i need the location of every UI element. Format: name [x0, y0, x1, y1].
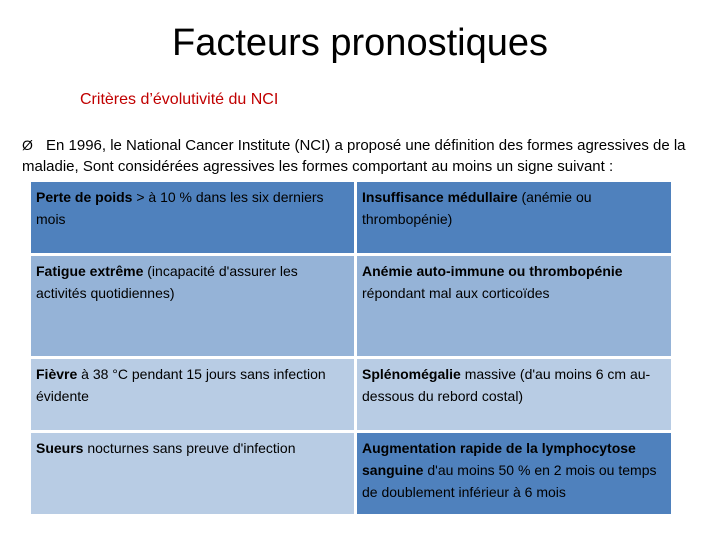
criterion-detail: > à 10 % dans les six derniers mois	[36, 189, 324, 227]
criterion-keyword: Insuffisance médullaire	[362, 189, 518, 205]
table-cell	[357, 182, 671, 253]
criterion-detail: répondant mal aux corticoïdes	[362, 285, 550, 301]
criteria-table	[28, 179, 674, 517]
table-cell	[357, 359, 671, 430]
criterion-detail: massive (d'au moins 6 cm au-dessous du rebord costal)	[362, 366, 651, 404]
table-cell	[31, 256, 354, 356]
criterion-detail: d'au moins 50 % en 2 mois ou temps de doublement inférieur à 6 mois	[362, 462, 657, 500]
criterion-detail: (incapacité d'assurer les activités quotidiennes)	[36, 263, 298, 301]
table-cell	[357, 433, 671, 514]
table-cell	[357, 256, 671, 356]
table-row	[31, 256, 671, 356]
table-row	[31, 359, 671, 430]
criterion-keyword: Anémie auto-immune ou thrombopénie	[362, 263, 623, 279]
bullet-text: En 1996, le National Cancer Institute (NCI) a proposé une définition des formes agressives de la maladie, Sont considérées agressives les formes comportant au moins un signe suivant :	[22, 137, 686, 175]
table-cell	[31, 359, 354, 430]
criterion-detail: à 38 °C pendant 15 jours sans infection évidente	[36, 366, 326, 404]
criterion-keyword: Perte de poids	[36, 189, 133, 205]
criterion-detail: nocturnes sans preuve d'infection	[83, 440, 296, 456]
table-row	[31, 433, 671, 514]
slide-title: Facteurs pronostiques	[172, 22, 548, 64]
table-row	[31, 182, 671, 253]
criterion-keyword: Splénomégalie	[362, 366, 461, 382]
criterion-keyword: Fièvre	[36, 366, 78, 382]
table-cell	[31, 433, 354, 514]
slide-subtitle: Critères d’évolutivité du NCI	[80, 91, 279, 108]
bullet-arrow-icon: Ø	[22, 137, 33, 153]
table-cell	[31, 182, 354, 253]
criterion-keyword: Sueurs	[36, 440, 84, 456]
criterion-detail: (anémie ou thrombopénie)	[362, 189, 592, 227]
criterion-keyword: Augmentation rapide de la lymphocytose sanguine	[362, 440, 636, 478]
criterion-keyword: Fatigue extrême	[36, 263, 144, 279]
bullet-paragraph	[22, 135, 714, 177]
